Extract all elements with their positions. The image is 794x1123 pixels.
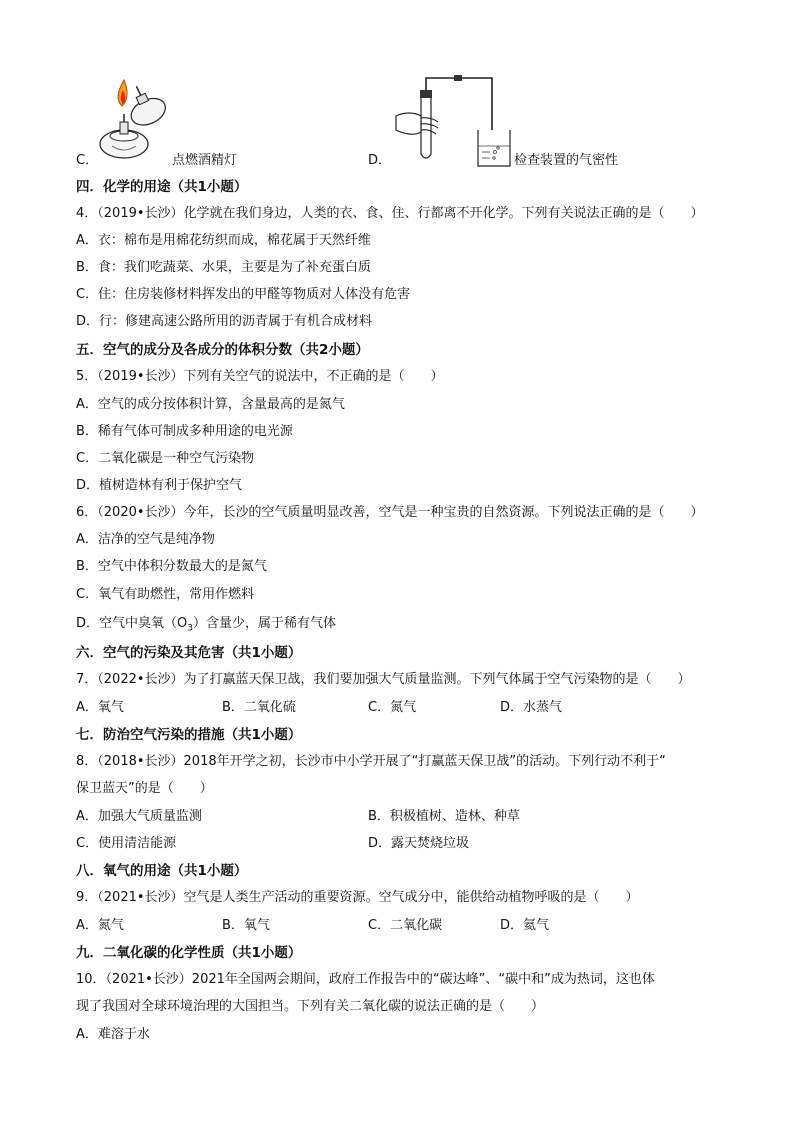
section-heading-9: 九．二氧化碳的化学性质（共1小题）: [76, 945, 302, 961]
alcohol-lamp-icon: [92, 74, 182, 170]
question-6-option-b: B．空气中体积分数最大的是氮气: [76, 559, 267, 574]
question-8-stem-line2: 保卫蓝天”的是（ ）: [76, 781, 213, 796]
question-8-option-a: A．加强大气质量监测: [76, 809, 202, 824]
question-6-option-d-post: ）含量少，属于稀有气体: [192, 616, 336, 631]
question-5-option-c: C．二氧化碳是一种空气污染物: [76, 451, 255, 466]
question-4-stem: 4．（2019•长沙）化学就在我们身边，人类的衣、食、住、行都离不开化学。下列有关说法正确的是（ ）: [76, 206, 704, 221]
figure-d-airtightness-apparatus: [394, 72, 516, 170]
question-5-stem: 5．（2019•长沙）下列有关空气的说法中，不正确的是（ ）: [76, 369, 444, 384]
section-heading-7: 七．防治空气污染的措施（共1小题）: [76, 727, 302, 743]
question-5-option-d: D．植树造林有利于保护空气: [76, 478, 243, 493]
figure-d-label: D．: [368, 153, 392, 168]
question-9-option-d: D．氦气: [500, 918, 550, 933]
question-7-option-a: A．氧气: [76, 700, 124, 715]
question-6-option-d: [76, 615, 336, 638]
question-4-option-c: C．住：住房装修材料挥发出的甲醛等物质对人体没有危害: [76, 287, 411, 302]
airtightness-apparatus-icon: [394, 72, 516, 170]
question-10-stem-line2: 现了我国对全球环境治理的大国担当。下列有关二氧化碳的说法正确的是（ ）: [76, 999, 545, 1014]
question-9-stem: 9．（2021•长沙）空气是人类生产活动的重要资源。空气成分中，能供给动植物呼吸的是（ ）: [76, 890, 639, 905]
figure-c-label: C．: [76, 153, 99, 168]
question-9-option-a: A．氮气: [76, 918, 124, 933]
question-5-option-b: B．稀有气体可制成多种用途的电光源: [76, 424, 293, 439]
question-5-option-a: A．空气的成分按体积计算，含量最高的是氮气: [76, 397, 345, 412]
question-4-option-d: D．行：修建高速公路所用的沥青属于有机合成材料: [76, 314, 373, 329]
question-10-stem-line1: 10．（2021•长沙）2021年全国两会期间，政府工作报告中的“碳达峰”、“碳中和”成为热词，这也体: [76, 972, 655, 987]
figure-c-alcohol-lamp: [92, 74, 182, 170]
section-heading-4: 四．化学的用途（共1小题）: [76, 179, 248, 195]
section-heading-5: 五．空气的成分及各成分的体积分数（共2小题）: [76, 342, 369, 358]
question-9-option-c: C．二氧化碳: [368, 918, 443, 933]
question-9-option-b: B．氧气: [222, 918, 270, 933]
ozone-subscript: 3: [187, 623, 193, 634]
question-6-option-a: A．洁净的空气是纯净物: [76, 532, 215, 547]
section-heading-8: 八．氧气的用途（共1小题）: [76, 863, 248, 879]
question-7-option-d: D．水蒸气: [500, 700, 563, 715]
question-8-option-d: D．露天焚烧垃圾: [368, 836, 470, 851]
section-heading-6: 六．空气的污染及其危害（共1小题）: [76, 645, 302, 661]
question-8-option-c: C．使用清洁能源: [76, 836, 177, 851]
question-7-option-c: C．氮气: [368, 700, 417, 715]
figure-c-caption: 点燃酒精灯: [172, 153, 238, 168]
question-6-option-c: C．氧气有助燃性，常用作燃料: [76, 587, 255, 602]
question-7-stem: 7．（2022•长沙）为了打赢蓝天保卫战，我们要加强大气质量监测。下列气体属于空气污染物的是（ ）: [76, 672, 691, 687]
question-6-option-d-pre: D．空气中臭氧（O: [76, 616, 188, 631]
question-4-option-b: B．食：我们吃蔬菜、水果，主要是为了补充蛋白质: [76, 260, 371, 275]
question-8-option-b: B．积极植树、造林、种草: [368, 809, 520, 824]
question-6-stem: 6．（2020•长沙）今年，长沙的空气质量明显改善，空气是一种宝贵的自然资源。下列说法正确的是（ ）: [76, 505, 704, 520]
question-10-option-a: A．难溶于水: [76, 1027, 150, 1042]
question-8-stem-line1: 8．（2018•长沙）2018年开学之初，长沙市中小学开展了“打赢蓝天保卫战”的活动。下列行动不利于“: [76, 754, 666, 769]
question-4-option-a: A．衣：棉布是用棉花纺织而成，棉花属于天然纤维: [76, 233, 371, 248]
figure-d-caption: 检查装置的气密性: [514, 153, 619, 168]
question-7-option-b: B．二氧化硫: [222, 700, 296, 715]
